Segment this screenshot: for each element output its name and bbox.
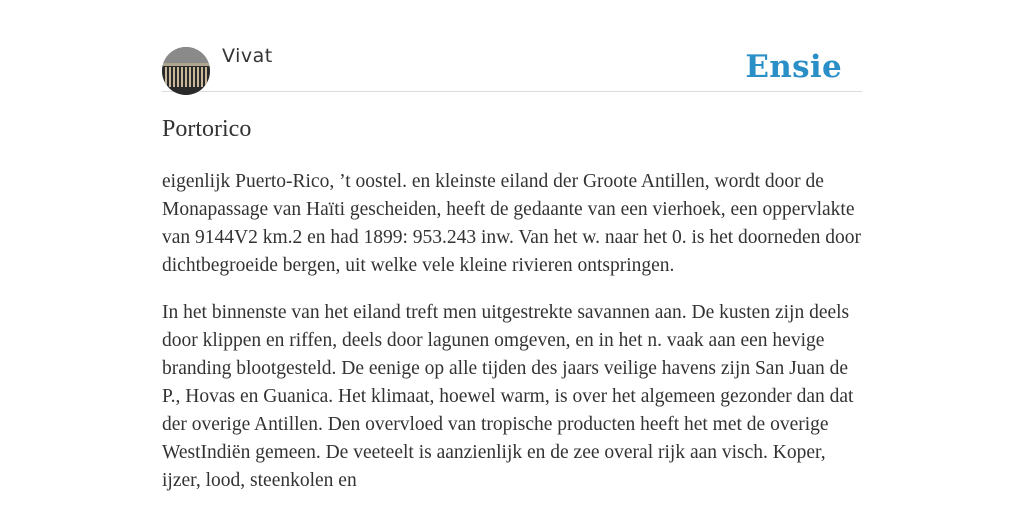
header [162, 0, 862, 92]
article-title: Portorico [162, 116, 252, 142]
article-paragraph-2: In het binnenste van het eiland treft men uitgestrekte savannen aan. De kusten zijn deels door klippen en riffen, deels door lagunen omgeven, en in het n. vaak aan een hevige branding blootgesteld. De eenige op alle tijden des jaars veilige havens zijn San Juan de P., Hovas en Guanica. Het klimaat, hoewel warm, is over het algemeen gezonder dan dat der overige Antillen. Den overvloed van tropische producten heeft het met de overige WestIndiën gemeen. De veeteelt is aanzienlijk en de zee overal rijk aan visch. Koper, ijzer, lood, steenkolen en [162, 302, 854, 491]
article-paragraph-1: eigenlijk Puerto-Rico, ’t oostel. en kleinste eiland der Groote Antillen, wordt door de Monapassage van Haïti gescheiden, heeft de gedaante van een vierhoek, een oppervlakte van 9144V2 km.2 en had 1899: 953.243 inw. Van het w. naar het 0. is het doorneden door dichtbegroeide bergen, uit welke vele kleine rivieren ontspringen. [162, 171, 861, 276]
site-logo[interactable]: Ensie [745, 49, 842, 85]
article-body [162, 168, 862, 512]
avatar-image [162, 47, 210, 95]
content-column [162, 0, 862, 491]
avatar[interactable] [162, 47, 210, 95]
author-name[interactable]: Vivat [222, 45, 273, 67]
